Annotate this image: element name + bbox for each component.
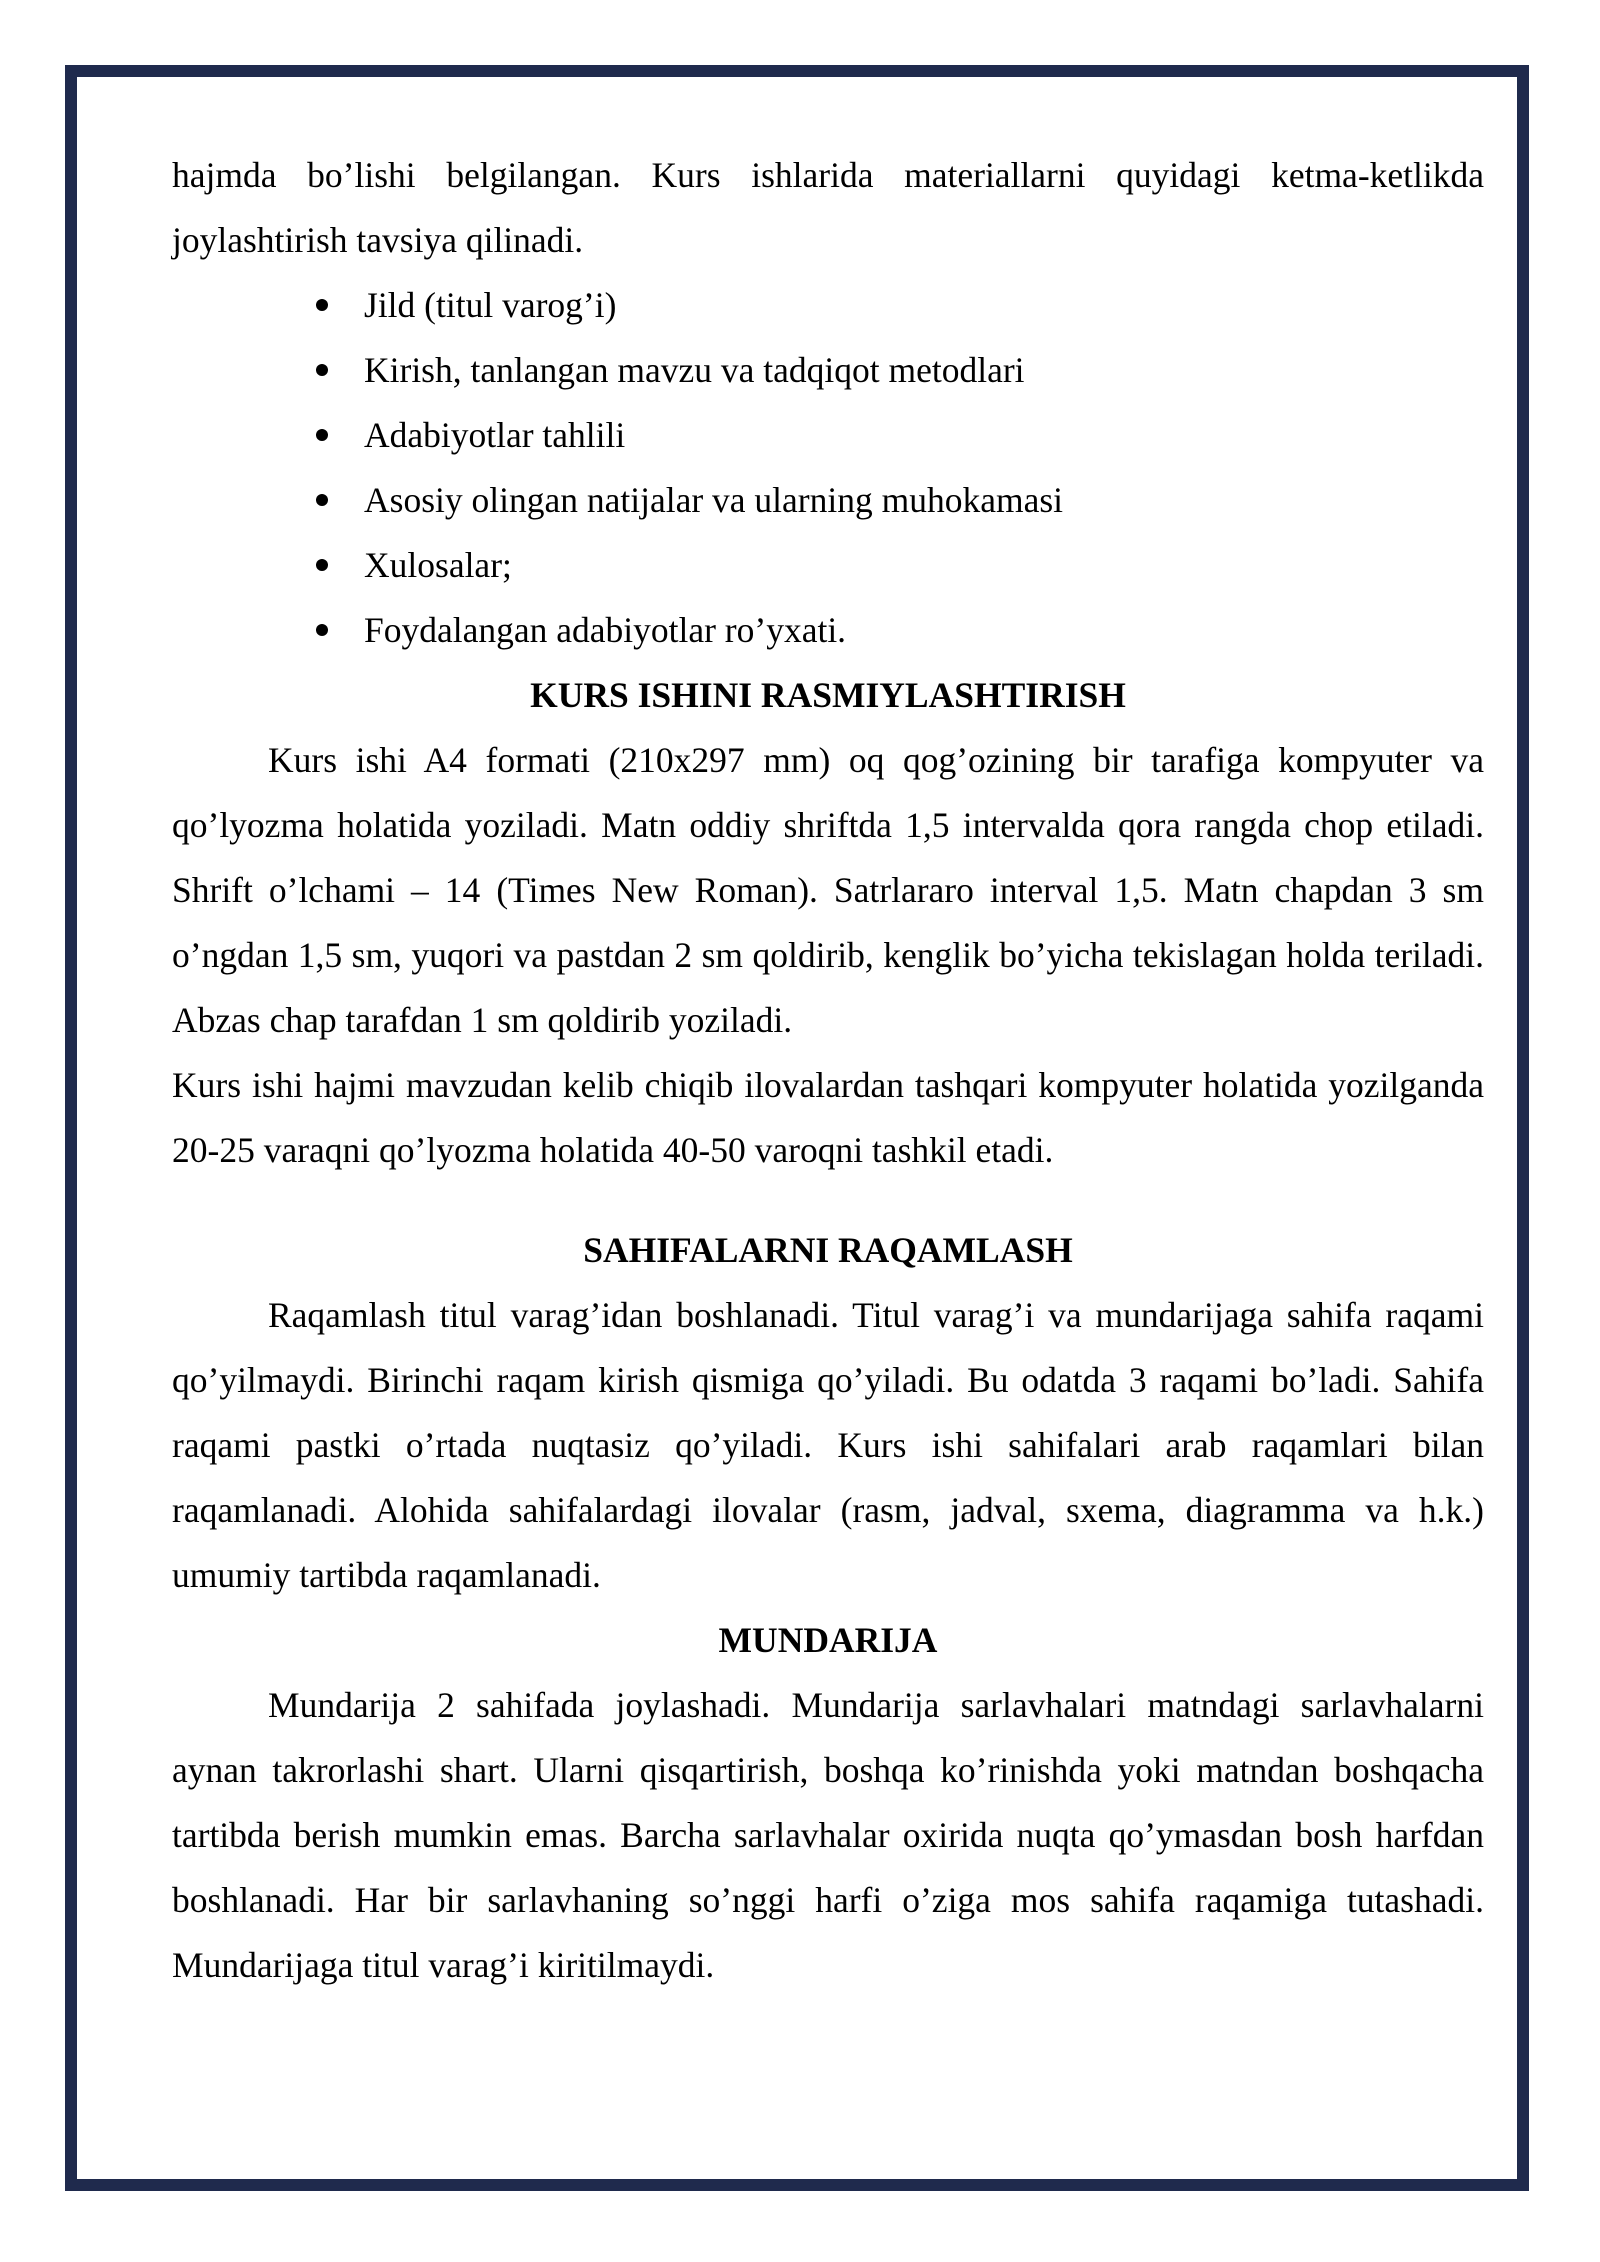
list-item-text: Foydalangan adabiyotlar ro’yxati. <box>364 610 847 650</box>
list-item-text: Xulosalar; <box>364 545 512 585</box>
bullet-icon <box>316 624 328 636</box>
list-item <box>172 468 1484 533</box>
formatting-paragraph: Kurs ishi A4 formati (210x297 mm) oq qog’ozining bir tarafiga kompyuter va qo’lyozma holatida yoziladi. Matn oddiy shriftda 1,5 intervalda qora rangda chop etiladi. Shrift o’lchami – 14 (Times New Roman). Satrlararo interval 1,5. Matn chapdan 3 sm o’ngdan 1,5 sm, yuqori va pastdan 2 sm qoldirib, kenglik bo’yicha tekislagan holda teriladi. Abzas chap tarafdan 1 sm qoldirib yoziladi. <box>172 740 1484 1040</box>
structure-bullet-list <box>172 273 1484 663</box>
numbering-section-heading: SAHIFALARNI RAQAMLASH <box>583 1230 1073 1270</box>
document-body <box>172 143 1484 1998</box>
list-item-text: Adabiyotlar tahlili <box>364 415 626 455</box>
list-item-text: Kirish, tanlangan mavzu va tadqiqot metodlari <box>364 350 1025 390</box>
intro-paragraph: hajmda bo’lishi belgilangan. Kurs ishlarida materiallarni quyidagi ketma-ketlikda joylashtirish tavsiya qilinadi. <box>172 155 1484 260</box>
list-item <box>172 403 1484 468</box>
list-item <box>172 533 1484 598</box>
list-item <box>172 598 1484 663</box>
volume-paragraph: Kurs ishi hajmi mavzudan kelib chiqib ilovalardan tashqari kompyuter holatida yozilganda 20-25 varaqni qo’lyozma holatida 40-50 varoqni tashkil etadi. <box>172 1065 1484 1170</box>
numbering-paragraph: Raqamlash titul varag’idan boshlanadi. Titul varag’i va mundarijaga sahifa raqami qo’yilmaydi. Birinchi raqam kirish qismiga qo’yiladi. Bu odatda 3 raqami bo’ladi. Sahifa raqami pastki o’rtada nuqtasiz qo’yiladi. Kurs ishi sahifalari arab raqamlari bilan raqamlanadi. Alohida sahifalardagi ilovalar (rasm, jadval, sxema, diagramma va h.k.) umumiy tartibda raqamlanadi. <box>172 1295 1484 1595</box>
bullet-icon <box>316 429 328 441</box>
list-item-text: Jild (titul varog’i) <box>364 285 617 325</box>
contents-paragraph: Mundarija 2 sahifada joylashadi. Mundarija sarlavhalari matndagi sarlavhalarni aynan takrorlashi shart. Ularni qisqartirish, boshqa ko’rinishda yoki matndan boshqacha tartibda berish mumkin emas. Barcha sarlavhalar oxirida nuqta qo’ymasdan bosh harfdan boshlanadi. Har bir sarlavhaning so’nggi harfi o’ziga mos sahifa raqamiga tutashadi. Mundarijaga titul varag’i kiritilmaydi. <box>172 1685 1484 1985</box>
list-item-text: Asosiy olingan natijalar va ularning muhokamasi <box>364 480 1064 520</box>
formatting-section-heading: KURS ISHINI RASMIYLASHTIRISH <box>530 675 1126 715</box>
bullet-icon <box>316 364 328 376</box>
bullet-icon <box>316 299 328 311</box>
bullet-icon <box>316 494 328 506</box>
bullet-icon <box>316 559 328 571</box>
section-spacer <box>172 1183 1484 1218</box>
contents-section-heading: MUNDARIJA <box>718 1620 938 1660</box>
list-item <box>172 338 1484 403</box>
list-item <box>172 273 1484 338</box>
